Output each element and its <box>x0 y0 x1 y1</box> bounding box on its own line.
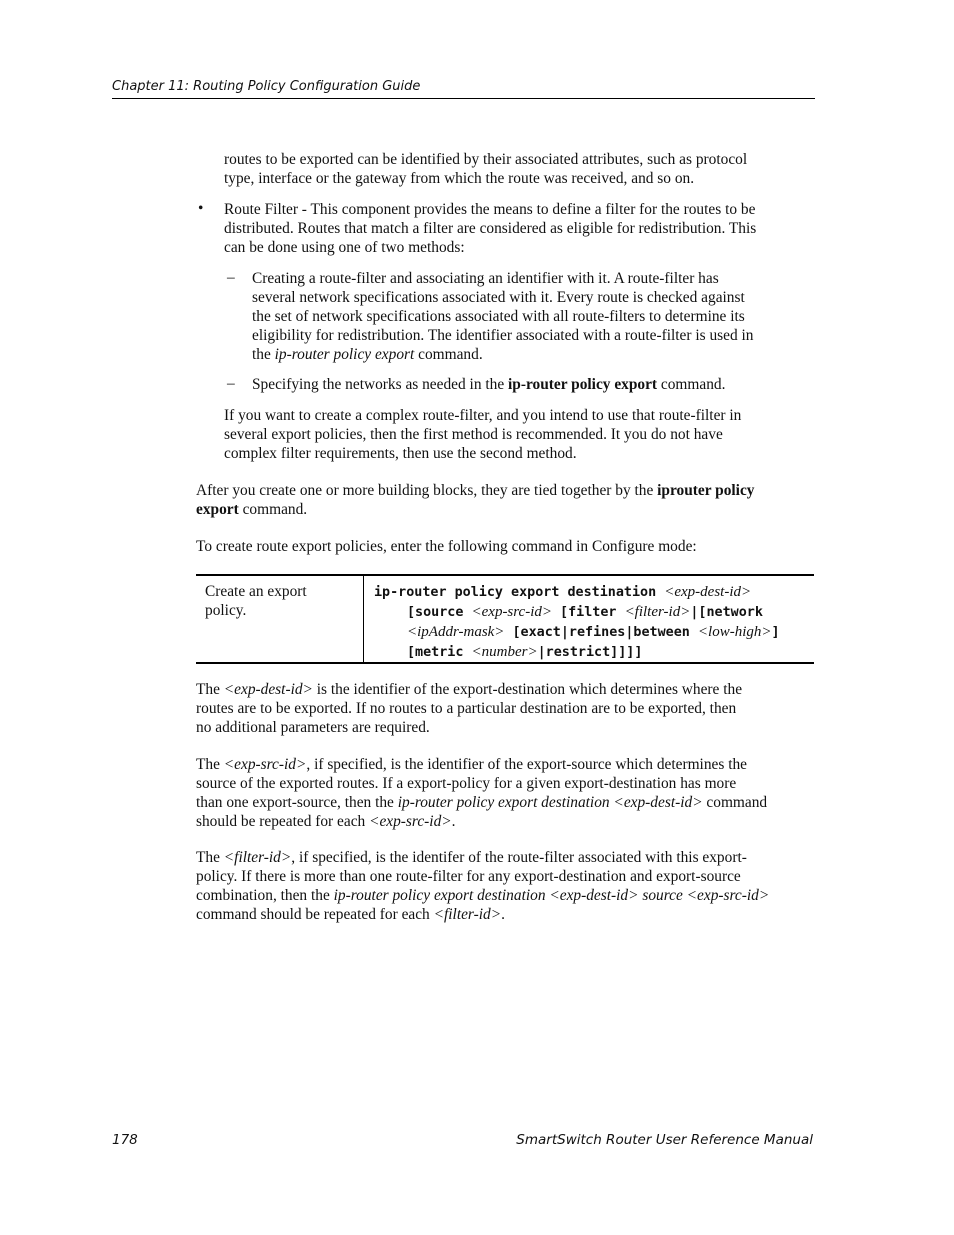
text-line: Create an export <box>205 583 307 600</box>
argument: <low-high> <box>697 624 772 640</box>
text-line: eligibility for redistribution. The identifier associated with a route-filter is used in <box>252 327 754 344</box>
text-line: routes are to be exported. If no routes to a particular destination are to be exported, then <box>196 700 737 717</box>
argument: <exp-src-id> <box>223 756 307 773</box>
keyword: ] <box>771 625 780 640</box>
keyword: [filter <box>552 605 625 620</box>
syntax-line <box>374 582 814 602</box>
building-blocks-paragraph <box>196 481 754 519</box>
text-line <box>196 812 767 831</box>
text-line <box>252 375 725 394</box>
keyword: |restrict]]]] <box>537 645 643 660</box>
keyword: [source <box>407 605 472 620</box>
complex-filter-paragraph <box>224 406 741 463</box>
text-line <box>196 481 754 500</box>
text-run: command <box>702 794 768 811</box>
text-run: Specifying the networks as needed in the <box>252 376 509 393</box>
continuation-paragraph <box>224 150 747 188</box>
text-run: command. <box>657 376 726 393</box>
create-policies-paragraph: To create route export policies, enter the following command in Configure mode: <box>196 538 697 555</box>
text-line: several export policies, then the first method is recommended. It you do not have <box>224 426 723 443</box>
syntax-line <box>374 622 814 642</box>
text-run: The <box>196 756 224 773</box>
command-reference: ip-router policy export destination <exp-dest-id> source <exp-src-id> <box>333 887 770 904</box>
text-run: . <box>451 813 456 830</box>
text-line <box>196 500 754 519</box>
text-line: several network specifications associated with it. Every route is checked against <box>252 289 745 306</box>
text-line <box>252 345 754 364</box>
command-reference: ip-router policy export destination <exp-dest-id> <box>397 794 703 811</box>
command-syntax <box>374 582 814 662</box>
method-two-paragraph <box>252 375 725 394</box>
text-line: Route Filter - This component provides the means to define a filter for the routes to be <box>224 201 756 218</box>
argument: <number> <box>471 644 538 660</box>
keyword: [metric <box>407 645 472 660</box>
page-number: 178 <box>112 1132 138 1148</box>
text-line: distributed. Routes that match a filter are considered as eligible for redistribution. This <box>224 220 757 237</box>
text-run: than one export-source, then the <box>196 794 398 811</box>
command-reference: ip-router policy export <box>274 346 415 363</box>
src-id-paragraph <box>196 755 767 831</box>
argument: <exp-dest-id> <box>223 681 313 698</box>
argument: <ipAddr-mask> <box>407 624 505 640</box>
text-line: no additional parameters are required. <box>196 719 430 736</box>
text-run: The <box>196 681 224 698</box>
method-one-paragraph <box>252 269 754 364</box>
text-line: policy. If there is more than one route-filter for any export-destination and export-source <box>196 868 741 885</box>
bullet-marker: • <box>198 200 204 217</box>
text-line <box>196 886 769 905</box>
argument: <filter-id> <box>223 849 292 866</box>
text-line <box>196 680 742 699</box>
text-run: command should be repeated for each <box>196 906 434 923</box>
dash-marker: – <box>227 375 235 392</box>
dest-id-paragraph <box>196 680 742 737</box>
text-run: The <box>196 849 224 866</box>
text-line: policy. <box>205 602 247 619</box>
text-run: command. <box>414 346 483 363</box>
text-run: After you create one or more building blocks, they are tied together by the <box>196 482 658 499</box>
text-line: source of the exported routes. If a export-policy for a given export-destination has more <box>196 775 737 792</box>
argument: <exp-dest-id> <box>664 584 752 600</box>
text-run: combination, then the <box>196 887 334 904</box>
keyword: [exact|refines|between <box>504 625 698 640</box>
text-run: should be repeated for each <box>196 813 370 830</box>
text-line <box>196 848 769 867</box>
text-line: the set of network specifications associated with all route-filters to determine its <box>252 308 745 325</box>
text-run: , if specified, is the identifier of the export-source which determines the <box>306 756 747 773</box>
manual-title: SmartSwitch Router User Reference Manual <box>516 1132 813 1148</box>
text-line <box>196 905 769 924</box>
syntax-line <box>374 642 814 662</box>
text-line <box>196 755 767 774</box>
command-table <box>196 574 814 664</box>
text-line: routes to be exported can be identified by their associated attributes, such as protocol <box>224 151 748 168</box>
text-run: . <box>501 906 505 923</box>
command-reference: iprouter policy <box>657 482 755 499</box>
syntax-line <box>374 602 814 622</box>
argument: <filter-id> <box>624 604 691 620</box>
keyword: |[network <box>690 605 763 620</box>
text-line <box>196 793 767 812</box>
argument: <exp-src-id> <box>369 813 452 830</box>
text-line: Creating a route-filter and associating an identifier with it. A route-filter has <box>252 270 719 287</box>
text-run: the <box>252 346 275 363</box>
text-line: can be done using one of two methods: <box>224 239 465 256</box>
text-line: type, interface or the gateway from which the route was received, and so on. <box>224 170 695 187</box>
filter-id-paragraph <box>196 848 769 924</box>
argument: <filter-id> <box>433 906 502 923</box>
route-filter-paragraph <box>224 200 756 257</box>
text-line: complex filter requirements, then use the second method. <box>224 445 577 462</box>
keyword: ip-router policy export destination <box>374 585 665 600</box>
argument: <exp-src-id> <box>471 604 552 620</box>
table-divider <box>363 576 364 662</box>
text-run: is the identifier of the export-destination which determines where the <box>312 681 743 698</box>
text-run: command. <box>238 501 308 518</box>
command-description <box>205 582 355 620</box>
command-reference: export <box>196 501 239 518</box>
dash-marker: – <box>227 269 235 286</box>
text-line: If you want to create a complex route-filter, and you intend to use that route-filter in <box>224 407 742 424</box>
text-run: , if specified, is the identifer of the route-filter associated with this export- <box>291 849 747 866</box>
command-reference: ip-router policy export <box>508 376 658 393</box>
running-header: Chapter 11: Routing Policy Configuration Guide <box>112 79 815 99</box>
